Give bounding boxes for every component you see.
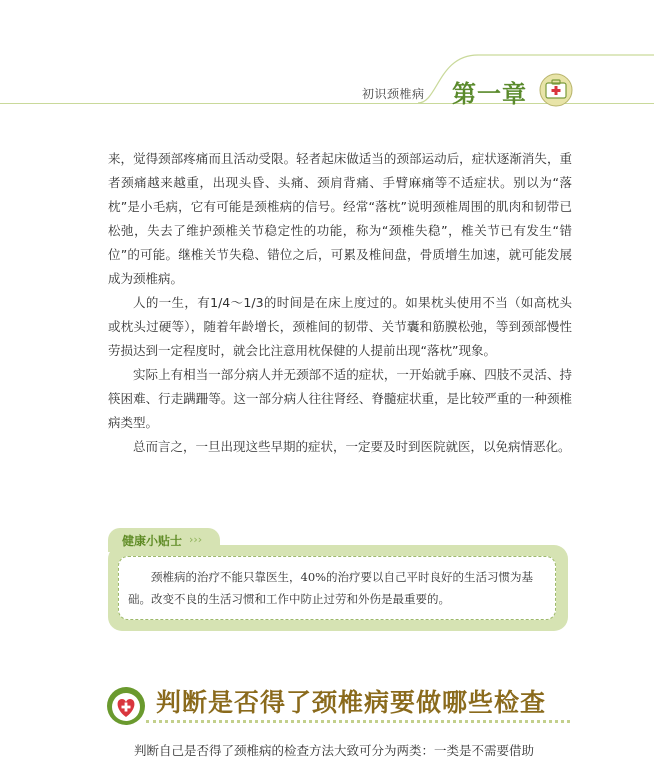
tip-text: 颈椎病的治疗不能只靠医生，40%的治疗要以自己平时良好的生活习惯为基础。改变不良的生活习惯和工作中防止过劳和外伤是最重要的。 — [128, 570, 534, 606]
chapter-subtitle: 初识颈椎病 — [362, 87, 425, 101]
heart-plus-icon — [106, 686, 146, 726]
tip-text-wrapper — [128, 566, 546, 610]
medical-kit-icon — [539, 73, 573, 107]
paragraph: 来，觉得颈部疼痛而且活动受限。轻者起床做适当的颈部运动后，症状逐渐消失，重者颈痛越来越重，出现头昏、头痛、颈肩背痛、手臂麻痛等不适症状。别以为“落枕”是小毛病，它有可能是颈椎病的信号。经常“落枕”说明颈椎周围的肌肉和韧带已松弛，失去了维护颈椎关节稳定性的功能，称为“颈椎失稳”，椎关节已有发生“错位”的可能。继椎关节失稳、错位之后，可累及椎间盘，骨质增生加速，就可能发展成为颈椎病。 — [108, 151, 572, 286]
body-text — [108, 147, 572, 459]
tip-arrows-icon: ››› — [189, 533, 203, 546]
tip-title: 健康小贴士 — [122, 534, 183, 548]
section-dotted-rule — [146, 720, 570, 723]
paragraph: 人的一生，有1/4～1/3的时间是在床上度过的。如果枕头使用不当（如高枕头或枕头过硬等），随着年龄增长，颈椎间的韧带、关节囊和筋膜松弛，等到颈部慢性劳损达到一定程度时，就会比注意用枕保健的人提前出现“落枕”现象。 — [108, 295, 572, 358]
paragraph: 实际上有相当一部分病人并无颈部不适的症状，一开始就手麻、四肢不灵活、持筷困难、行走蹒跚等。这一部分病人往往肾经、脊髓症状重，是比较严重的一种颈椎病类型。 — [108, 367, 572, 430]
chapter-title: 第一章 — [452, 79, 527, 108]
paragraph: 总而言之，一旦出现这些早期的症状，一定要及时到医院就医，以免病情恶化。 — [133, 439, 571, 454]
section-first-line: 判断自己是否得了颈椎病的检查方法大致可分为两类：一类是不需要借助 — [134, 743, 535, 758]
section-title: 判断是否得了颈椎病要做哪些检查 — [156, 688, 547, 717]
